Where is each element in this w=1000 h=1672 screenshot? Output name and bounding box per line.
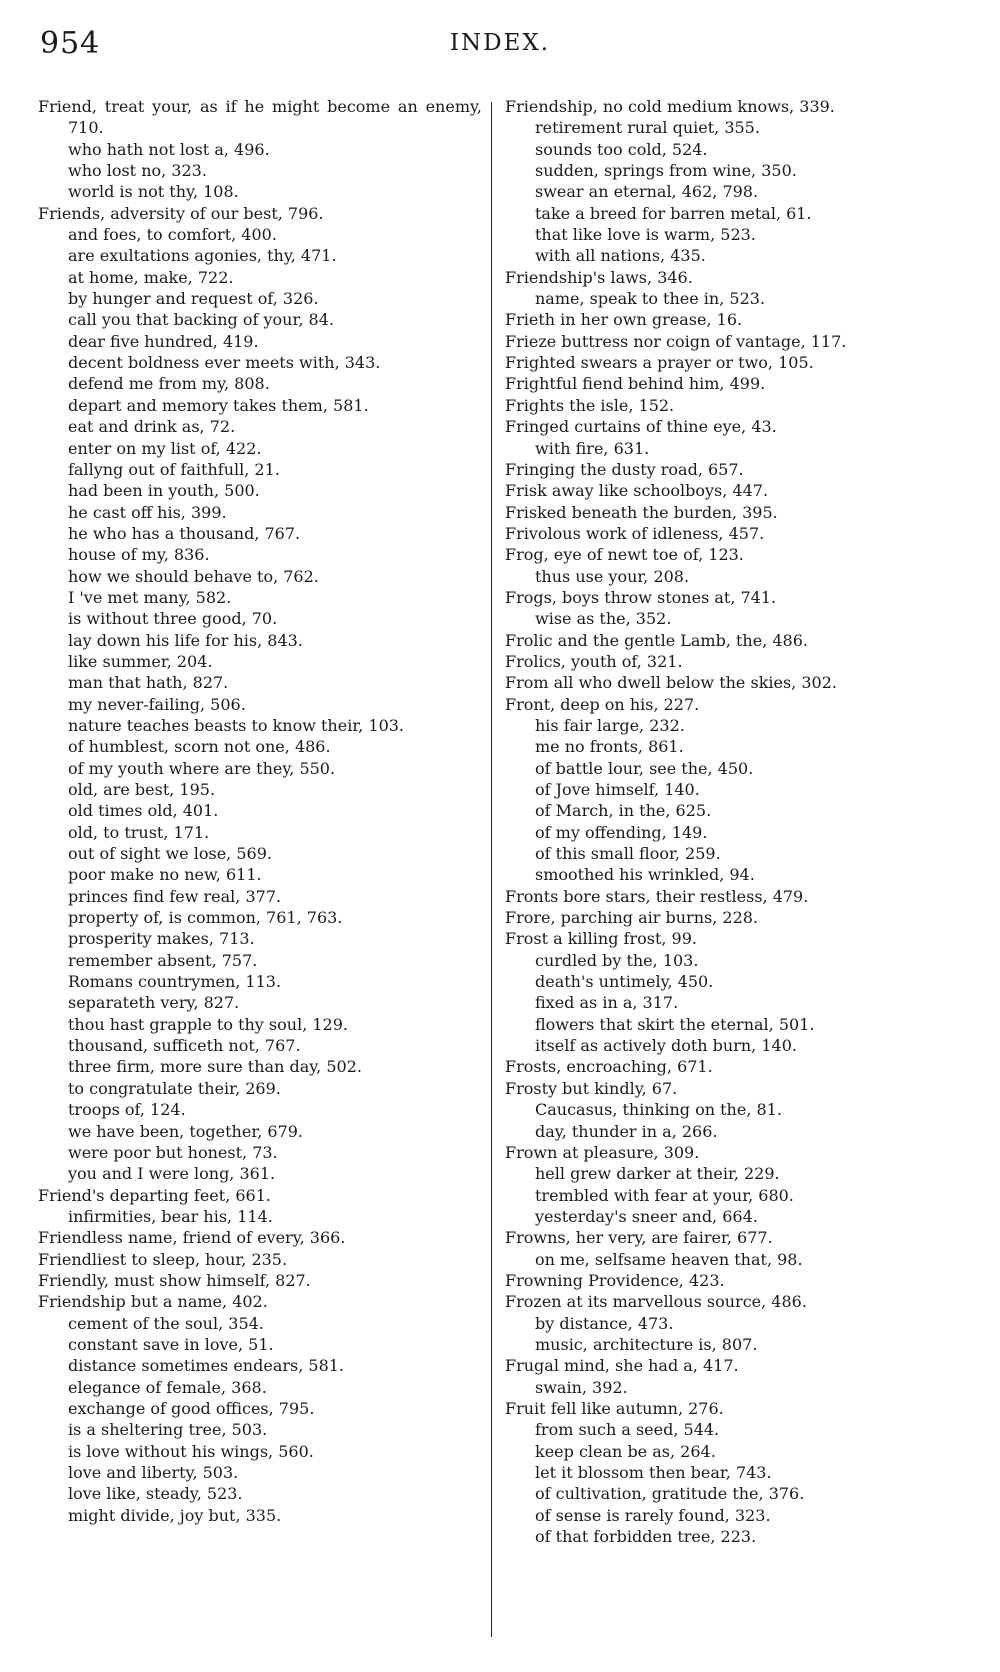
index-subentry — [38, 1313, 482, 1334]
index-subentry — [38, 352, 482, 373]
index-subentry — [505, 1505, 945, 1526]
index-subentry — [38, 779, 482, 800]
page-header — [0, 26, 1000, 70]
index-subentry — [38, 992, 482, 1013]
entry-text: who lost no, 323. — [68, 161, 207, 181]
entry-text: Frieze buttress nor coign of vantage, 117. — [505, 331, 847, 351]
entry-text: fixed as in a, 317. — [535, 993, 679, 1013]
entry-text: From all who dwell below the skies, 302. — [505, 673, 837, 693]
entry-text: is a sheltering tree, 503. — [68, 1420, 268, 1440]
entry-text: cement of the soul, 354. — [68, 1313, 264, 1333]
entry-text: itself as actively doth burn, 140. — [535, 1036, 797, 1056]
index-subentry — [38, 608, 482, 629]
index-subentry — [505, 1526, 945, 1547]
index-subentry — [38, 886, 482, 907]
index-subentry — [38, 1334, 482, 1355]
entry-text: distance sometimes endears, 581. — [68, 1356, 345, 1376]
index-subentry — [38, 502, 482, 523]
entry-text: is love without his wings, 560. — [68, 1441, 314, 1461]
index-subentry — [38, 395, 482, 416]
entry-text: Frieth in her own grease, 16. — [505, 310, 743, 330]
entry-text: property of, is common, 761, 763. — [68, 908, 343, 928]
entry-text: of cultivation, gratitude the, 376. — [535, 1484, 805, 1504]
entry-text: lay down his life for his, 843. — [68, 630, 303, 650]
index-subentry — [38, 1142, 482, 1163]
entry-text: exchange of good offices, 795. — [68, 1398, 315, 1418]
index-subentry — [505, 1121, 945, 1142]
entry-text: music, architecture is, 807. — [535, 1334, 758, 1354]
index-subentry — [505, 1483, 945, 1504]
index-subentry — [38, 694, 482, 715]
index-subentry — [505, 715, 945, 736]
entry-text: to congratulate their, 269. — [68, 1078, 281, 1098]
entry-text: thus use your, 208. — [535, 566, 690, 586]
entry-text: out of sight we lose, 569. — [68, 844, 272, 864]
entry-text: Friendship but a name, 402. — [38, 1292, 268, 1312]
entry-text: of that forbidden tree, 223. — [535, 1527, 757, 1547]
index-subentry — [38, 864, 482, 885]
entry-text: old, are best, 195. — [68, 780, 216, 799]
index-subentry — [505, 1313, 945, 1334]
index-entry — [505, 1355, 945, 1376]
index-subentry — [505, 203, 945, 224]
entry-text: Friendless name, friend of every, 366. — [38, 1228, 346, 1248]
entry-text: retirement rural quiet, 355. — [535, 118, 760, 138]
entry-text: like summer, 204. — [68, 651, 213, 671]
entry-text: you and I were long, 361. — [68, 1164, 276, 1184]
index-subentry — [38, 1355, 482, 1376]
index-entry — [505, 331, 945, 352]
entry-text: name, speak to thee in, 523. — [535, 289, 766, 309]
index-subentry — [38, 822, 482, 843]
entry-text: take a breed for barren metal, 61. — [535, 203, 812, 223]
index-subentry — [38, 758, 482, 779]
entry-text: Fringing the dusty road, 657. — [505, 459, 744, 479]
index-subentry — [38, 843, 482, 864]
entry-text: Frivolous work of idleness, 457. — [505, 523, 765, 543]
index-subentry — [505, 1163, 945, 1184]
index-entry — [505, 1227, 945, 1248]
index-entry — [505, 395, 945, 416]
index-entry — [505, 886, 945, 907]
index-subentry — [38, 331, 482, 352]
entry-text: of battle lour, see the, 450. — [535, 758, 754, 778]
entry-text: how we should behave to, 762. — [68, 566, 319, 586]
entry-text: from such a seed, 544. — [535, 1420, 720, 1440]
entry-text: who hath not lost a, 496. — [68, 139, 270, 159]
entry-text: Front, deep on his, 227. — [505, 694, 700, 714]
index-subentry — [505, 1014, 945, 1035]
index-subentry — [505, 1206, 945, 1227]
index-subentry — [38, 630, 482, 651]
entry-text: me no fronts, 861. — [535, 737, 684, 757]
index-subentry — [38, 1377, 482, 1398]
entry-text: old, to trust, 171. — [68, 822, 210, 842]
entry-text: at home, make, 722. — [68, 267, 234, 287]
index-subentry — [38, 928, 482, 949]
index-subentry — [505, 1099, 945, 1120]
index-subentry — [38, 1419, 482, 1440]
entry-text: call you that backing of your, 84. — [68, 310, 334, 330]
entry-text: Frowns, her very, are fairer, 677. — [505, 1228, 773, 1248]
entry-text: nature teaches beasts to know their, 103. — [68, 715, 405, 735]
index-subentry — [38, 1035, 482, 1056]
index-entry — [505, 651, 945, 672]
entry-text: with fire, 631. — [535, 438, 650, 458]
entry-text: yesterday's sneer and, 664. — [535, 1206, 758, 1226]
index-subentry — [505, 779, 945, 800]
entry-text: trembled with fear at your, 680. — [535, 1185, 794, 1205]
entry-text: are exultations agonies, thy, 471. — [68, 246, 337, 266]
index-entry — [38, 203, 482, 224]
index-entry — [505, 630, 945, 651]
index-subentry — [38, 160, 482, 181]
entry-text: elegance of female, 368. — [68, 1377, 267, 1397]
entry-text: Friendly, must show himself, 827. — [38, 1270, 311, 1290]
index-subentry — [38, 736, 482, 757]
index-subentry — [38, 566, 482, 587]
index-subentry — [505, 758, 945, 779]
entry-text: swain, 392. — [535, 1377, 628, 1397]
entry-text: let it blossom then bear, 743. — [535, 1463, 772, 1482]
entry-text: Frosty but kindly, 67. — [505, 1078, 678, 1098]
entry-text: depart and memory takes them, 581. — [68, 395, 369, 415]
entry-text: and foes, to comfort, 400. — [68, 225, 277, 245]
entry-text: Frore, parching air burns, 228. — [505, 908, 759, 928]
index-subentry — [505, 608, 945, 629]
index-entry — [38, 1291, 482, 1312]
index-subentry — [505, 971, 945, 992]
entry-text: on me, selfsame heaven that, 98. — [535, 1249, 803, 1269]
entry-text: swear an eternal, 462, 798. — [535, 182, 759, 202]
index-subentry — [38, 1462, 482, 1483]
entry-text: of my offending, 149. — [535, 822, 708, 842]
index-subentry — [38, 1441, 482, 1462]
index-subentry — [505, 160, 945, 181]
index-entry — [505, 694, 945, 715]
index-column-left — [38, 96, 482, 1526]
entry-text: thou hast grapple to thy soul, 129. — [68, 1014, 348, 1034]
index-subentry — [38, 672, 482, 693]
index-subentry — [505, 736, 945, 757]
entry-text: three firm, more sure than day, 502. — [68, 1057, 362, 1077]
entry-text: man that hath, 827. — [68, 673, 229, 693]
index-subentry — [38, 1056, 482, 1077]
entry-text: keep clean be as, 264. — [535, 1441, 716, 1461]
index-subentry — [38, 1099, 482, 1120]
index-subentry — [505, 1462, 945, 1483]
index-entry — [505, 672, 945, 693]
entry-text: of my youth where are they, 550. — [68, 758, 336, 778]
entry-text: world is not thy, 108. — [68, 182, 239, 202]
index-entry — [505, 96, 945, 117]
index-entry — [505, 480, 945, 501]
entry-text: separateth very, 827. — [68, 993, 240, 1013]
index-subentry — [38, 438, 482, 459]
index-subentry — [38, 971, 482, 992]
index-subentry — [505, 1185, 945, 1206]
entry-text: Fronts bore stars, their restless, 479. — [505, 886, 809, 906]
index-entry — [38, 1270, 482, 1291]
entry-text: thousand, sufficeth not, 767. — [68, 1036, 301, 1056]
entry-text: enter on my list of, 422. — [68, 438, 262, 458]
page-number: 954 — [40, 26, 101, 61]
entry-text: defend me from my, 808. — [68, 374, 270, 394]
entry-text: Fringed curtains of thine eye, 43. — [505, 417, 777, 437]
entry-text: flowers that skirt the eternal, 501. — [535, 1014, 815, 1034]
index-entry — [505, 459, 945, 480]
index-subentry — [505, 1377, 945, 1398]
entry-text: hell grew darker at their, 229. — [535, 1164, 780, 1184]
entry-text: smoothed his wrinkled, 94. — [535, 865, 755, 885]
index-column-right — [505, 96, 945, 1547]
index-entry — [505, 267, 945, 288]
index-subentry — [505, 800, 945, 821]
page-title: INDEX. — [449, 30, 551, 56]
entry-text: sounds too cold, 524. — [535, 139, 708, 159]
entry-text: Frowning Providence, 423. — [505, 1270, 725, 1290]
index-subentry — [505, 288, 945, 309]
index-subentry — [38, 907, 482, 928]
index-entry — [38, 96, 482, 139]
index-subentry — [38, 459, 482, 480]
index-subentry — [505, 843, 945, 864]
entry-text: Frogs, boys throw stones at, 741. — [505, 587, 777, 607]
entry-text: Friends, adversity of our best, 796. — [38, 203, 324, 223]
index-entry — [505, 587, 945, 608]
index-entry — [505, 1291, 945, 1312]
entry-text: of Jove himself, 140. — [535, 780, 700, 799]
index-entry — [505, 544, 945, 565]
index-entry — [38, 1249, 482, 1270]
index-subentry — [38, 245, 482, 266]
entry-text: might divide, joy but, 335. — [68, 1505, 282, 1525]
index-subentry — [505, 224, 945, 245]
index-entry — [505, 907, 945, 928]
entry-text: love like, steady, 523. — [68, 1484, 243, 1504]
entry-text: of March, in the, 625. — [535, 801, 712, 821]
entry-text: old times old, 401. — [68, 801, 219, 821]
entry-text: he who has a thousand, 767. — [68, 523, 301, 543]
entry-text: of humblest, scorn not one, 486. — [68, 737, 331, 757]
entry-text: Caucasus, thinking on the, 81. — [535, 1100, 782, 1120]
index-subentry — [38, 1014, 482, 1035]
index-subentry — [38, 1483, 482, 1504]
entry-text: Frolics, youth of, 321. — [505, 651, 683, 671]
index-entry — [505, 1398, 945, 1419]
entry-text: infirmities, bear his, 114. — [68, 1206, 273, 1226]
index-entry — [505, 928, 945, 949]
index-subentry — [38, 309, 482, 330]
index-subentry — [38, 587, 482, 608]
index-entry — [505, 523, 945, 544]
index-subentry — [505, 245, 945, 266]
index-subentry — [38, 1505, 482, 1526]
index-subentry — [505, 864, 945, 885]
entry-text: princes find few real, 377. — [68, 886, 282, 906]
entry-text: Frost a killing frost, 99. — [505, 929, 697, 949]
entry-text: is without three good, 70. — [68, 609, 278, 629]
index-entry — [38, 1185, 482, 1206]
entry-text: Frog, eye of newt toe of, 123. — [505, 545, 744, 565]
entry-text: Frown at pleasure, 309. — [505, 1142, 700, 1162]
entry-text: constant save in love, 51. — [68, 1334, 274, 1354]
index-subentry — [38, 480, 482, 501]
index-entry — [505, 309, 945, 330]
index-subentry — [38, 544, 482, 565]
index-subentry — [38, 1163, 482, 1184]
index-subentry — [505, 438, 945, 459]
index-subentry — [38, 1078, 482, 1099]
entry-text: love and liberty, 503. — [68, 1463, 239, 1482]
index-subentry — [38, 1398, 482, 1419]
entry-text: his fair large, 232. — [535, 715, 685, 735]
entry-text: prosperity makes, 713. — [68, 929, 255, 949]
index-subentry — [38, 288, 482, 309]
index-entry — [505, 1142, 945, 1163]
entry-text: with all nations, 435. — [535, 246, 706, 266]
index-subentry — [505, 822, 945, 843]
index-subentry — [38, 950, 482, 971]
index-subentry — [38, 373, 482, 394]
entry-text: we have been, together, 679. — [68, 1121, 304, 1141]
index-entry — [505, 373, 945, 394]
index-subentry — [505, 950, 945, 971]
entry-text: Fruit fell like autumn, 276. — [505, 1398, 724, 1418]
entry-text: Frugal mind, she had a, 417. — [505, 1356, 739, 1376]
entry-text: death's untimely, 450. — [535, 972, 714, 992]
entry-text: Friend, treat your, as if he might become an enemy, 710. — [38, 97, 482, 138]
index-subentry — [38, 181, 482, 202]
entry-text: Friendliest to sleep, hour, 235. — [38, 1249, 288, 1269]
entry-text: poor make no new, 611. — [68, 865, 262, 885]
entry-text: day, thunder in a, 266. — [535, 1121, 718, 1141]
entry-text: had been in youth, 500. — [68, 481, 260, 501]
entry-text: Friendship's laws, 346. — [505, 267, 693, 287]
entry-text: my never-failing, 506. — [68, 694, 246, 714]
index-subentry — [38, 1121, 482, 1142]
entry-text: by distance, 473. — [535, 1313, 674, 1333]
entry-text: he cast off his, 399. — [68, 502, 227, 522]
entry-text: Frightful fiend behind him, 499. — [505, 374, 766, 394]
index-subentry — [38, 523, 482, 544]
entry-text: Friend's departing feet, 661. — [38, 1185, 271, 1205]
entry-text: Frozen at its marvellous source, 486. — [505, 1292, 807, 1312]
entry-text: dear five hundred, 419. — [68, 331, 259, 351]
index-subentry — [38, 715, 482, 736]
index-entry — [38, 1227, 482, 1248]
index-subentry — [505, 1035, 945, 1056]
entry-text: Frolic and the gentle Lamb, the, 486. — [505, 630, 808, 650]
index-subentry — [505, 181, 945, 202]
index-subentry — [38, 139, 482, 160]
index-subentry — [38, 224, 482, 245]
entry-text: wise as the, 352. — [535, 609, 672, 629]
index-subentry — [38, 651, 482, 672]
column-divider — [491, 102, 492, 1637]
entry-text: were poor but honest, 73. — [68, 1142, 278, 1162]
entry-text: Frights the isle, 152. — [505, 395, 675, 415]
entry-text: remember absent, 757. — [68, 950, 258, 970]
entry-text: sudden, springs from wine, 350. — [535, 161, 797, 181]
entry-text: of sense is rarely found, 323. — [535, 1505, 771, 1525]
entry-text: Frosts, encroaching, 671. — [505, 1057, 713, 1077]
entry-text: of this small floor, 259. — [535, 844, 721, 864]
index-subentry — [505, 117, 945, 138]
entry-text: by hunger and request of, 326. — [68, 289, 319, 309]
entry-text: Friendship, no cold medium knows, 339. — [505, 97, 835, 116]
entry-text: troops of, 124. — [68, 1100, 186, 1120]
index-subentry — [505, 1334, 945, 1355]
entry-text: eat and drink as, 72. — [68, 417, 236, 437]
index-subentry — [505, 1419, 945, 1440]
index-subentry — [505, 992, 945, 1013]
index-subentry — [38, 267, 482, 288]
entry-text: Frighted swears a prayer or two, 105. — [505, 353, 814, 373]
entry-text: I 've met many, 582. — [68, 587, 232, 607]
index-entry — [505, 1056, 945, 1077]
index-entry — [505, 416, 945, 437]
entry-text: Frisked beneath the burden, 395. — [505, 502, 778, 522]
index-subentry — [38, 800, 482, 821]
index-entry — [505, 1078, 945, 1099]
entry-text: Romans countrymen, 113. — [68, 972, 282, 992]
entry-text: house of my, 836. — [68, 545, 210, 565]
index-subentry — [505, 1441, 945, 1462]
index-subentry — [505, 1249, 945, 1270]
entry-text: Frisk away like schoolboys, 447. — [505, 481, 769, 501]
index-subentry — [505, 566, 945, 587]
index-entry — [505, 1270, 945, 1291]
index-subentry — [38, 1206, 482, 1227]
entry-text: decent boldness ever meets with, 343. — [68, 353, 381, 373]
entry-text: that like love is warm, 523. — [535, 225, 756, 245]
entry-text: curdled by the, 103. — [535, 950, 699, 970]
index-entry — [505, 352, 945, 373]
index-subentry — [505, 139, 945, 160]
entry-text: fallyng out of faithfull, 21. — [68, 459, 280, 479]
index-subentry — [38, 416, 482, 437]
index-entry — [505, 502, 945, 523]
